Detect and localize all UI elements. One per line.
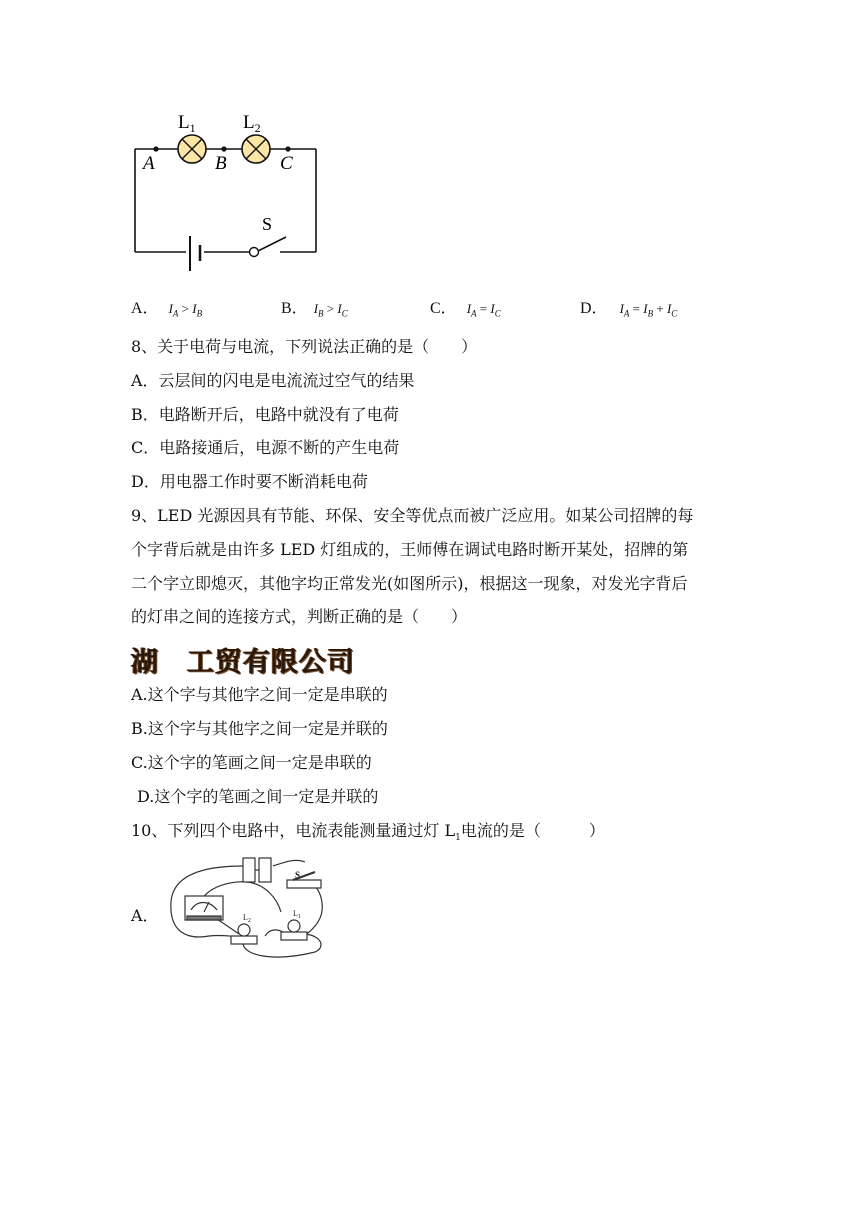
q8-option-a: A．云层间的闪电是电流流过空气的结果 [131, 371, 415, 390]
q9-stem-line-3: 二个字立即熄灭，其他字均正常发光(如图所示)，根据这一现象，对发光字背后 [131, 574, 688, 593]
label-a: A [143, 153, 155, 174]
q8-option-d: D．用电器工作时要不断消耗电荷 [131, 472, 368, 491]
company-sign-banner: 湖 工贸有限公司 [131, 647, 355, 678]
switch-pivot [250, 248, 259, 257]
q9-option-b: B.这个字与其他字之间一定是并联的 [131, 719, 388, 738]
label-l2: $L_2$ [243, 112, 261, 135]
q9-option-a: A.这个字与其他字之间一定是串联的 [131, 685, 388, 704]
fig-label-s: S [295, 870, 301, 880]
junction-c [285, 146, 290, 151]
q10-option-a-label: A． [131, 906, 159, 925]
physical-circuit-sketch [165, 852, 335, 967]
q9-option-d: D.这个字的笔画之间一定是并联的 [137, 787, 379, 806]
q7-option-c: C． $I_A = I_C$ [430, 300, 501, 319]
label-c: C [280, 153, 293, 174]
q7-option-a: A． $I_A > I_B$ [131, 300, 203, 319]
q8-stem: 8、关于电荷与电流，下列说法正确的是（ ） [131, 337, 478, 356]
q9-option-c: C.这个字的笔画之间一定是串联的 [131, 753, 372, 772]
lamp-l2-symbol [242, 135, 270, 163]
junction-b [221, 146, 226, 151]
series-circuit-diagram [120, 100, 330, 278]
q10-stem: 10、下列四个电路中，电流表能测量通过灯 $L_1$电流的是（ ） [131, 821, 605, 844]
label-s: S [262, 214, 273, 234]
q7-option-d: D． $I_A = I_B + I_C$ [580, 300, 678, 319]
label-l1: $L_1$ [178, 112, 196, 135]
q9-stem-line-1: 9、LED 光源因具有节能、环保、安全等优点而被广泛应用。如某公司招牌的每 [131, 506, 694, 525]
label-b: B [215, 153, 227, 174]
fig-label-l2: $L_2$ [243, 913, 251, 924]
q7-option-b: B． $I_B > I_C$ [281, 300, 348, 319]
q8-option-c: C．电路接通后，电源不断的产生电荷 [131, 438, 400, 457]
battery-symbol [190, 236, 200, 271]
q8-option-b: B．电路断开后，电路中就没有了电荷 [131, 405, 399, 424]
lamp-l1-symbol [178, 135, 206, 163]
q9-stem-line-4: 的灯串之间的连接方式，判断正确的是（ ） [131, 607, 468, 626]
fig-label-l1: $L_1$ [293, 909, 301, 920]
q9-stem-line-2: 个字背后就是由许多 LED 灯组成的，王师傅在调试电路时断开某处，招牌的第 [131, 540, 689, 559]
junction-a [153, 146, 158, 151]
